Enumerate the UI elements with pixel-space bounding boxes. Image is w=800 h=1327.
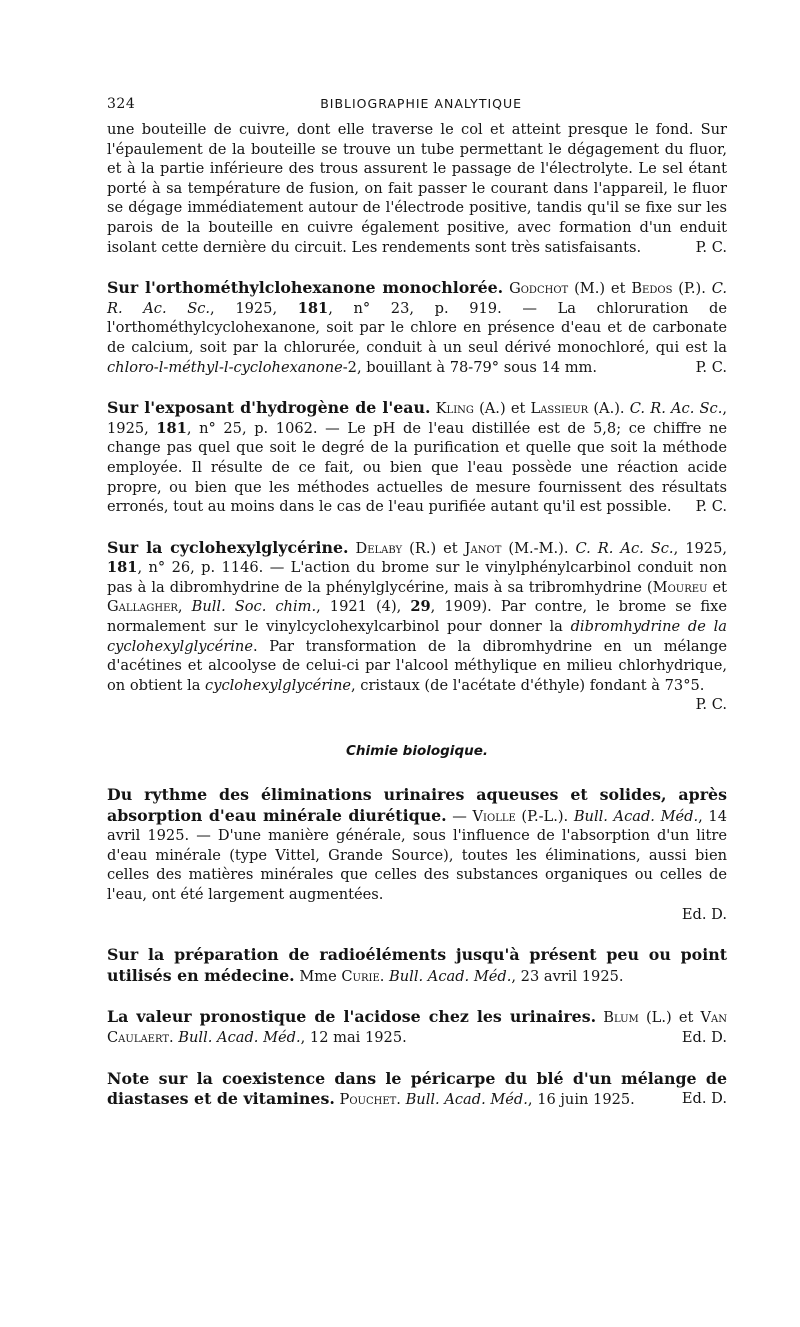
entry-title: Note sur la coexistence dans le péricarpe du blé d'un mélange de diastases et de vitamines. [107,1068,727,1109]
entry-body: , 1909). Par contre, le brome se fixe normalement sur le vinylcyclohexylcarbinol pour donner la [107,598,727,636]
cited-author: Moureu [652,578,708,596]
entry-body: -2, bouillant à 78-79° sous 14 mm. [342,358,598,376]
abstract-entry [107,538,727,715]
reference-text: , 1925, [107,400,727,437]
author-initials: (A.). [588,400,630,418]
paragraph-text: une bouteille de cuivre, dont elle traverse le col et atteint presque le fond. Sur l'épaulement de la bouteille se trouve un tube permettant le dégagement du fluor, et à la partie inférieure des trous assurent le passage de l'électrolyte. Le sel étant porté à sa température de fusion, on fait passer le courant dans l'appareil, le fluor se dégage immédiatement autour de l'électrode positive, tandis qu'il se fixe sur les parois de la bouteille en cuivre également positive, avec formation d'un enduit isolant cette dernière du circuit. Les rendements sont très satisfaisants. [107,121,727,256]
author: Godchot [509,280,569,298]
author-initials: (P.-L.). [515,807,574,825]
signature: Ed. D. [681,1028,727,1046]
reference-text: . [379,967,390,985]
journal-name: C. R. Ac. Sc. [629,400,723,418]
reference-text: , 1925, [673,539,727,557]
compound-name: cyclohexylglycérine [205,676,351,694]
reference-text: , 1921 (4), [316,598,411,616]
journal-name: Bull. Acad. Méd. [178,1028,301,1046]
author-initials: (L.) et [638,1009,701,1027]
author-prefix: Mme [294,967,342,985]
reference-text: . [169,1028,179,1046]
reference-text: , [177,598,192,616]
running-title: BIBLIOGRAPHIE ANALYTIQUE [320,96,523,111]
abstract-entry [107,398,727,517]
reference-text: , 12 mai 1925. [300,1028,407,1046]
volume-number: 181 [156,419,187,437]
page-number: 324 [107,96,136,112]
reference-text: — [446,807,473,825]
entry-title: Sur l'orthométhylclohexanone monochlorée. [107,278,504,298]
page [107,96,727,1110]
author: Bedos [631,280,673,298]
author: Kling [435,400,474,418]
journal-name: C. R. Ac. Sc. [107,280,728,317]
author: Van Caulaert [107,1009,728,1046]
author: Blum [603,1009,639,1027]
author: Delaby [355,539,403,557]
reference-text: , 1925, [210,299,298,317]
section-heading: Chimie biologique. [345,743,488,760]
entry-body: , n° 23, p. 919. — La chloruration de l'orthométhylcyclohexanone, soit par le chlore en présence d'eau et de carbonate de calcium, soit par la chlorurée, conduit à un seul dérivé monochloré, qui est la [107,299,727,356]
abstract-entry [107,278,727,377]
signature: P. C. [695,498,727,516]
compound-name: chloro-l-méthyl-l-cyclohexanone [107,358,343,376]
entry-body: , n° 26, p. 1146. — L'action du brome sur le vinylphénylcarbinol conduit non pas à la dibromhydrine de la phénylglycérine, mais à sa tribromhydrine ( [107,559,727,596]
volume-number: 181 [107,559,138,577]
reference-text: et [707,578,728,596]
journal-name: C. R. Ac. Sc. [575,539,674,557]
signature: P. C. [695,358,727,376]
entry-body: , n° 25, p. 1062. — Le pH de l'eau distillée est de 5,8; ce chiffre ne change pas quel que soit le degré de la purification et quelle que soit la méthode employée. Il résulte de ce fait, ou bien que l'eau possède une réaction acide propre, ou bien que les méthodes actuelles de mesure fournissent des résultats erronés, tout au moins dans le cas de l'eau purifiée autant qu'il est possible. [107,419,727,516]
author: Lassieur [530,400,589,418]
entry-title: Sur l'exposant d'hydrogène de l'eau. [107,398,431,418]
continued-paragraph [107,120,727,257]
author-initials: (M.-M.). [501,539,576,557]
abstract-entry [107,945,727,986]
entry-title: Du rythme des éliminations urinaires aqueuses et solides, après absorption d'eau minérale diurétique. [107,785,727,825]
compound-name: dibromhydrine de la cyclohexylglycérine [107,618,727,655]
signature: Ed. D. [681,1090,727,1108]
signature: P. C. [695,238,727,256]
cited-author: Gallagher [107,598,178,616]
reference-text: , 16 juin 1925. [527,1091,635,1109]
author-initials: (M.) et [568,280,632,298]
abstract-entry [107,785,727,924]
journal-name: Bull. Acad. Méd. [405,1091,528,1109]
signature: Ed. D. [681,905,727,923]
entry-body: , cristaux (de l'acétate d'éthyle) fondant à 73°5. [351,676,705,694]
abstract-entry [107,1069,727,1110]
journal-name: Bull. Soc. chim. [191,598,317,616]
abstract-entry [107,1007,727,1047]
reference-text: , 23 avril 1925. [511,967,624,985]
author-initials: (A.) et [473,400,531,418]
volume-number: 181 [297,299,329,317]
volume-number: 29 [410,598,431,616]
entry-body: . Par transformation de la dibromhydrine en un mélange d'acétines et alcoolyse de celui-ci par l'alcool méthylique en milieu chlorhydrique, on obtient la [107,637,727,694]
reference-text: . [396,1091,406,1109]
entry-title: La valeur pronostique de l'acidose chez les urinaires. [107,1007,597,1027]
author-initials: (P.). [672,280,712,298]
author: Curie [341,967,380,985]
entry-title: Sur la préparation de radioéléments jusqu'à présent peu ou point utilisés en médecine. [107,945,727,985]
journal-name: Bull. Acad. Méd. [389,967,512,985]
author: Pouchet [339,1091,397,1109]
journal-name: Bull. Acad. Méd. [573,807,699,825]
author-initials: (R.) et [402,539,465,557]
running-header [107,96,727,120]
author: Janot [464,539,502,557]
entry-body: , 14 avril 1925. — D'une manière générale, sous l'influence de l'absorption d'un litre d'eau minérale (type Vittel, Grande Source), toutes les éliminations, aussi bien celles des matières minérales que celles des substances organiques ou celles de l'eau, ont été largement augmentées. [107,807,727,903]
author: Violle [472,807,516,825]
signature: P. C. [695,696,727,714]
entry-title: Sur la cyclohexylglycérine. [107,537,349,557]
